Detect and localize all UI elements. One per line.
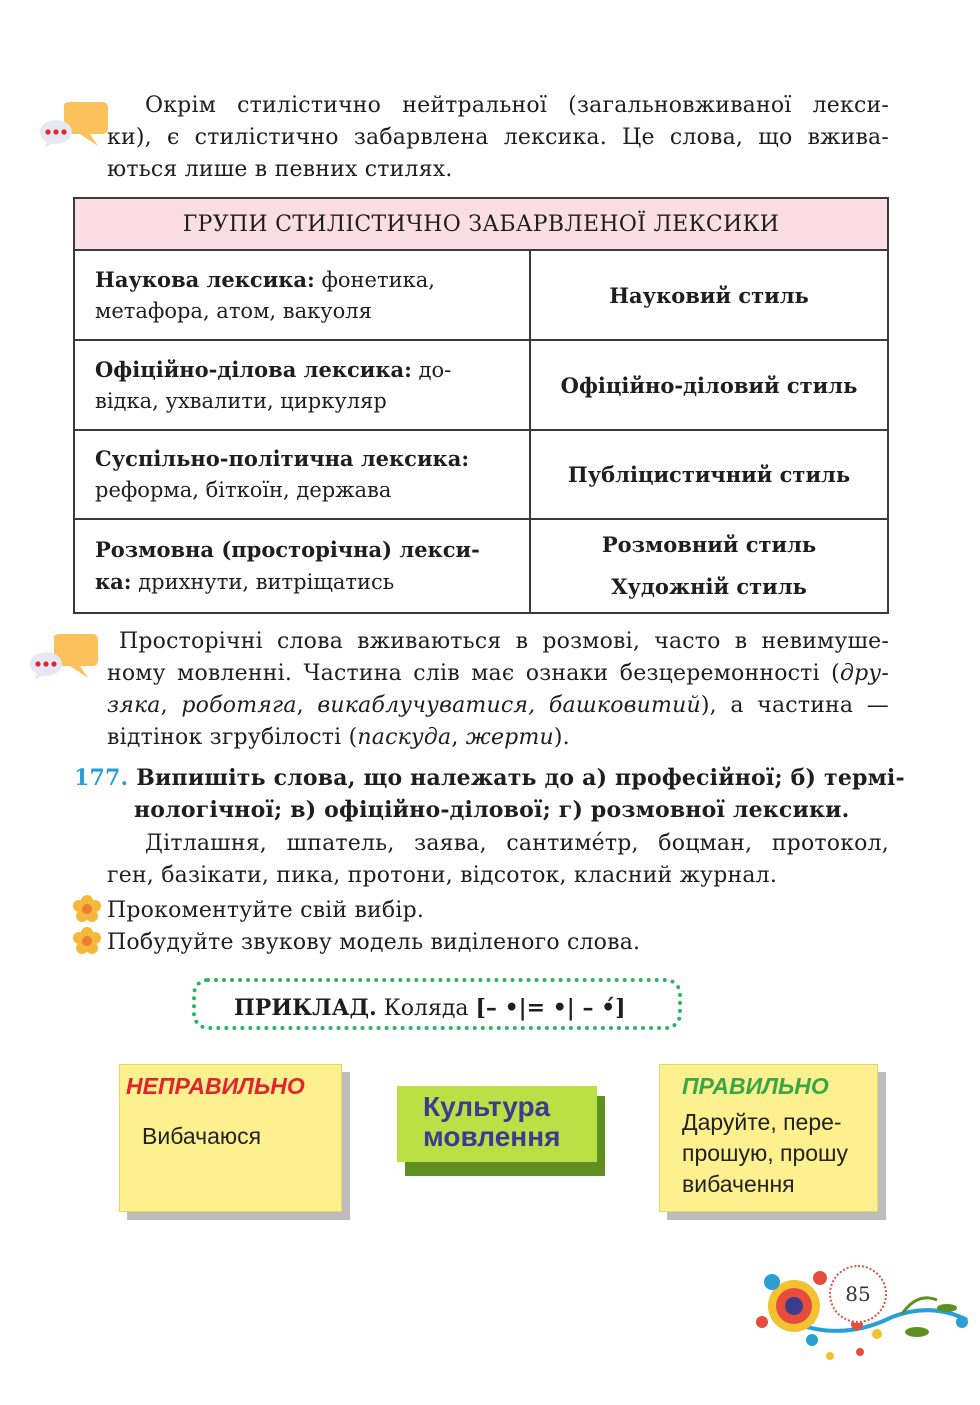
badge-label	[397, 1086, 597, 1162]
task-text: Випишіть слова, що належать до а) професійної; б) термі-	[136, 765, 905, 791]
lexicon-examples: до-	[411, 357, 452, 382]
example-word: Коляда	[376, 996, 476, 1021]
example-word: зяка	[107, 693, 161, 718]
example-word: жерти	[465, 725, 554, 750]
wrong-usage-note	[119, 1064, 342, 1212]
lexicon-examples: метафора, атом, вакуоля	[95, 298, 372, 323]
intro-line: ки), є стилістично забарвлена лексика. Це слова, що вжива-	[107, 125, 889, 150]
wrong-usage-text: Вибачаюся	[142, 1123, 262, 1149]
text-run: ному мовленні. Частина слів має ознаки безцеремонності (	[107, 661, 840, 686]
lexicon-term: Суспільно-політична лексика:	[95, 446, 470, 471]
culture-badge	[397, 1086, 605, 1174]
flower-bullet-icon	[73, 895, 101, 923]
lexicon-term: Офіційно-ділова лексика:	[95, 356, 412, 382]
task-number: 177.	[74, 765, 129, 791]
table-cell-style: Науковий стиль	[530, 250, 888, 340]
speech-bubble-icon	[38, 100, 110, 152]
correct-usage-line: Даруйте, пере-	[682, 1109, 842, 1135]
lexicon-groups-table	[73, 197, 889, 614]
table-cell-lexicon	[74, 519, 530, 613]
colloquial-line	[107, 722, 889, 754]
task-line	[74, 762, 905, 794]
intro-line: ються лише в певних стилях.	[107, 157, 453, 182]
lexicon-term: Наукова лексика:	[95, 266, 315, 292]
lexicon-term: ка:	[95, 569, 132, 594]
correct-usage-text	[682, 1107, 848, 1200]
table-row	[74, 519, 888, 613]
text-run: ), а частина —	[700, 693, 889, 718]
text-run: ,	[451, 725, 466, 750]
table-row	[74, 340, 888, 430]
correct-usage-line: вибачення	[682, 1171, 795, 1197]
speech-bubble-icon	[28, 632, 100, 684]
text-run: ).	[553, 725, 570, 750]
lexicon-term: Розмовна (просторічна) лекси-	[95, 537, 480, 562]
table-header: ГРУПИ СТИЛІСТИЧНО ЗАБАРВЛЕНОЇ ЛЕКСИКИ	[74, 198, 888, 250]
intro-paragraph	[107, 90, 889, 186]
extra-task-1: Прокоментуйте свій вибір.	[107, 898, 425, 923]
wrong-usage-title: НЕПРАВИЛЬНО	[126, 1073, 305, 1099]
table-cell-lexicon	[74, 250, 530, 340]
badge-line: Культура	[423, 1091, 551, 1122]
colloquial-paragraph	[107, 626, 889, 754]
example-word: роботяга	[181, 693, 297, 718]
style-name: Художній стиль	[611, 574, 807, 599]
task-words-line: Дітлашня, шпатель, заява, сантиме́тр, боцман, протокол,	[145, 831, 889, 856]
example-box	[192, 978, 682, 1030]
example-word: паскуда	[357, 725, 452, 750]
colloquial-line	[107, 690, 889, 722]
lexicon-examples: дрихнути, витріщатись	[131, 570, 395, 594]
task-line: нологічної; в) офіційно-ділової; г) розмовної лексики.	[134, 797, 850, 823]
table-cell-style	[530, 519, 888, 613]
table-row	[74, 250, 888, 340]
flower-bullet-icon	[73, 927, 101, 955]
task-instructions	[74, 762, 905, 826]
task-words	[107, 828, 889, 892]
table-cell-lexicon	[74, 340, 530, 430]
task-words-line: ген, базікати, пика, протони, відсоток, класний журнал.	[107, 863, 778, 888]
lexicon-examples: фонетика,	[314, 267, 435, 292]
text-run: ,	[296, 693, 318, 718]
extra-task-2: Побудуйте звукову модель виділеного слова.	[107, 930, 641, 955]
table-cell-style: Офіційно-діловий стиль	[530, 340, 888, 430]
example-word: викаблучуватися, башковитий	[317, 693, 701, 718]
lexicon-examples: відка, ухвалити, циркуляр	[95, 388, 387, 413]
table-row	[74, 430, 888, 519]
colloquial-line: Просторічні слова вживаються в розмові, часто в невимуше-	[119, 629, 889, 654]
badge-line: мовлення	[423, 1121, 561, 1152]
table-cell-lexicon	[74, 430, 530, 519]
example-word: дру-	[839, 661, 889, 686]
lexicon-examples: реформа, біткоїн, держава	[95, 478, 392, 502]
text-run: ,	[160, 693, 182, 718]
sound-model: [– •|= •| – •́]	[475, 995, 626, 1021]
table-cell-style: Публіцистичний стиль	[530, 430, 888, 519]
intro-line: Окрім стилістично нейтральної (загальновживаної лекси-	[145, 93, 889, 118]
correct-usage-title: ПРАВИЛЬНО	[682, 1073, 829, 1099]
style-name: Розмовний стиль	[601, 532, 817, 557]
page-number: 85	[829, 1265, 887, 1323]
correct-usage-line: прошую, прошу	[682, 1140, 849, 1166]
example-label: ПРИКЛАД.	[234, 995, 377, 1021]
colloquial-line	[107, 658, 889, 690]
correct-usage-note	[659, 1064, 878, 1212]
text-run: відтінок згрубілості (	[107, 725, 358, 750]
